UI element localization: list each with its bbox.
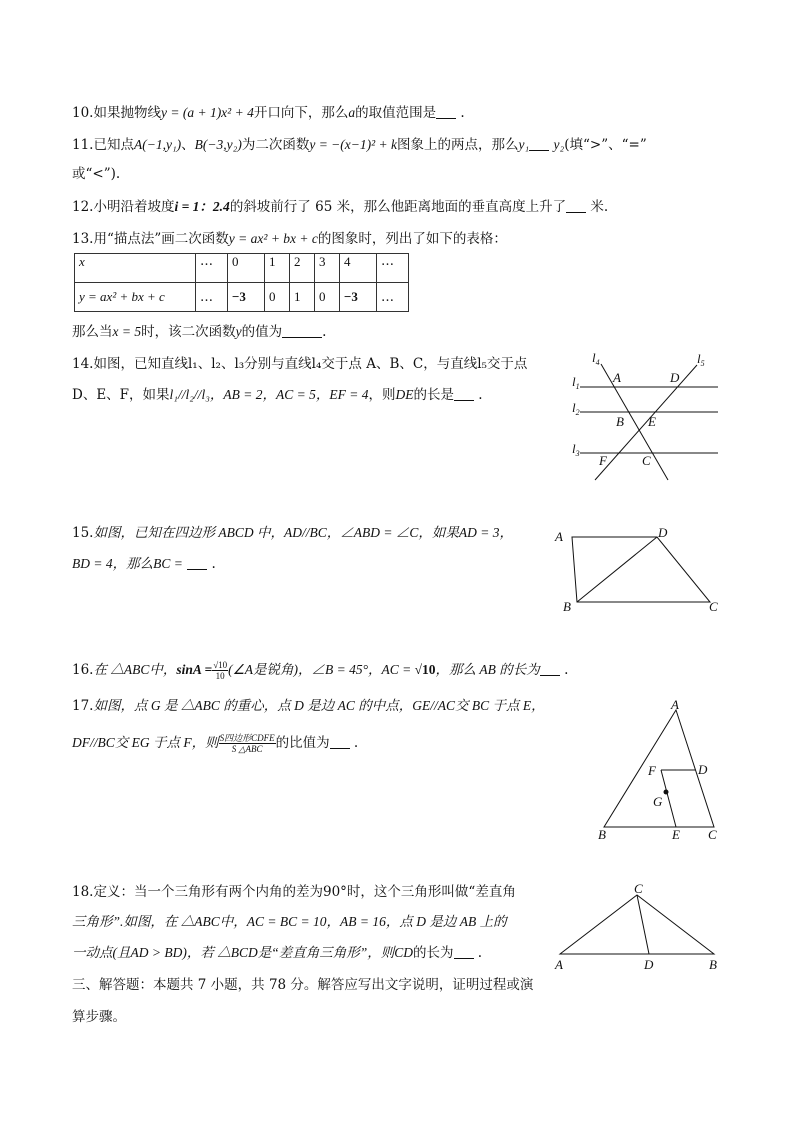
table-cell: …	[196, 254, 228, 283]
question-text: DF//BC交 EG 于点 F，则	[72, 735, 219, 750]
figure-14-parallel-lines	[560, 350, 735, 485]
question-text: 的比值为	[275, 735, 330, 751]
question-number: 16.	[72, 662, 94, 678]
question-14-line2	[72, 386, 483, 404]
table-cell: −3	[340, 283, 377, 312]
table-cell: …	[196, 283, 228, 312]
question-17	[72, 697, 545, 715]
question-text: 三角形”.如图，在 △ABC中，AC = BC = 10，AB = 16，点 D 是边 AB 上的	[72, 914, 507, 929]
question-text: 已知点	[93, 137, 134, 153]
question-text: 如图，点 G 是 △ABC 的重心，点 D 是边 AC 的中点，GE//AC交 BC 于点 E，	[93, 698, 545, 713]
denominator: 10	[215, 671, 225, 681]
question-number: 14.	[72, 356, 94, 372]
label-c: C	[642, 453, 651, 468]
answer-blank[interactable]	[282, 324, 322, 338]
math-variable: y₂	[553, 137, 565, 152]
question-18	[72, 883, 516, 901]
label-a: A	[671, 697, 679, 712]
label-l4: $l_4$	[592, 350, 600, 367]
label-d: D	[658, 525, 668, 540]
question-text: 的长是	[413, 387, 454, 403]
question-text: 的取值范围是	[355, 105, 437, 121]
section-3-heading	[72, 976, 533, 994]
math-variable: DE	[395, 387, 414, 402]
table-cell: 1	[290, 283, 315, 312]
question-15-line2	[72, 555, 216, 573]
section-heading-text: 算步骤。	[72, 1009, 126, 1025]
question-text: 一动点(且AD > BD)，若 △BCD是“差直角三角形”，则	[72, 945, 395, 960]
answer-blank[interactable]	[187, 556, 207, 570]
answer-blank[interactable]	[330, 735, 350, 749]
math-formula: l₁//l₂//l₃，AB = 2，AC = 5，EF = 4	[169, 387, 369, 402]
question-number: 17.	[72, 698, 94, 714]
table-cell: 3	[315, 254, 340, 283]
question-12	[72, 198, 608, 216]
question-number: 13.	[72, 231, 94, 247]
period: .	[478, 387, 483, 403]
label-b: B	[709, 957, 717, 972]
label-d: D	[644, 957, 654, 972]
fraction	[212, 660, 228, 681]
point-g	[664, 790, 669, 795]
question-text: ，那么 AB 的长为	[435, 662, 540, 677]
table-cell: 4	[340, 254, 377, 283]
question-text: 小明沿着坡度	[93, 199, 175, 215]
math-formula: y = ax² + bx + c	[228, 231, 318, 246]
numerator: S四边形CDFE	[219, 733, 275, 743]
math-variable: a	[348, 105, 356, 120]
label-f: F	[648, 763, 656, 778]
label-b: B	[598, 827, 606, 842]
question-text: 的图象时，列出了如下的表格：	[317, 231, 507, 247]
answer-blank[interactable]	[436, 105, 456, 119]
table-cell: 2	[290, 254, 315, 283]
label-l3: $l_3$	[572, 441, 580, 458]
quadrilateral-abcd	[572, 537, 710, 602]
question-18-line2	[72, 913, 507, 931]
question-11-line2	[72, 165, 120, 183]
label-b: B	[563, 599, 571, 614]
label-d: D	[670, 370, 680, 385]
numerator: √10	[213, 660, 228, 670]
period: .	[353, 735, 359, 751]
segment-cd	[637, 895, 649, 954]
question-text: 的值为	[241, 324, 283, 340]
point-a: A(−1,y₁)	[133, 137, 182, 152]
question-text: 用“描点法”画二次函数	[93, 231, 229, 247]
denominator: S △ABC	[231, 744, 263, 754]
question-10	[72, 104, 465, 122]
table-cell: y = ax² + bx + c	[75, 283, 196, 312]
fraction	[219, 733, 276, 754]
question-16	[72, 659, 568, 681]
question-text: 或“<”).	[72, 166, 121, 182]
math-variable: y	[235, 324, 242, 339]
table-cell: 0	[228, 254, 265, 283]
answer-blank[interactable]	[454, 945, 474, 959]
question-number: 10.	[72, 105, 94, 121]
question-13-followup	[72, 323, 326, 341]
question-number: 18.	[72, 884, 94, 900]
question-15	[72, 524, 513, 542]
table-cell: x	[75, 254, 196, 283]
figure-15-quadrilateral	[550, 522, 730, 617]
label-a: A	[555, 529, 563, 544]
question-number: 15.	[72, 525, 94, 541]
label-c: C	[634, 881, 643, 896]
table-cell: 0	[315, 283, 340, 312]
answer-blank[interactable]	[540, 662, 560, 676]
math-formula: sinA =	[176, 662, 213, 677]
question-text: 图象上的两点，那么	[397, 137, 519, 153]
answer-blank[interactable]	[454, 387, 474, 401]
answer-blank[interactable]	[529, 137, 549, 151]
diagonal-bd	[577, 537, 657, 602]
math-formula: i = 1：2.4	[174, 199, 230, 214]
question-11	[72, 136, 647, 154]
label-a: A	[555, 957, 563, 972]
question-text: 的斜坡前行了 65 米，那么他距离地面的垂直高度上升了	[229, 199, 567, 215]
math-formula: √10	[414, 662, 436, 677]
label-f: F	[599, 453, 607, 468]
label-c: C	[708, 827, 717, 842]
section-heading-text: 三、解答题：本题共 7 小题，共 78 分。解答应写出文字说明，证明过程或演	[72, 977, 534, 993]
period: .	[477, 945, 483, 961]
math-formula: y = −(x−1)² + k	[309, 137, 398, 152]
question-number: 12.	[72, 199, 94, 215]
table-row	[75, 283, 409, 312]
label-e: E	[648, 414, 656, 429]
question-text: 时，该二次函数	[141, 324, 236, 340]
math-formula: x = 5	[112, 324, 142, 339]
period: .	[564, 662, 569, 678]
table-cell: …	[377, 254, 409, 283]
table-row	[75, 254, 409, 283]
question-text: BD = 4，那么BC =	[72, 556, 183, 571]
figure-17-triangle-centroid	[592, 697, 727, 845]
question-number: 11.	[72, 137, 94, 153]
question-14	[72, 355, 527, 373]
question-text: 如图，已知在四边形 ABCD 中，AD//BC，∠ABD = ∠C，如果AD = 3，	[93, 525, 513, 540]
period: .	[460, 105, 465, 121]
question-text: 为二次函数	[241, 137, 310, 153]
table-cell: 0	[265, 283, 290, 312]
question-text: ，则	[368, 387, 396, 403]
label-d: D	[698, 762, 708, 777]
question-text: 的长为	[413, 945, 454, 961]
question-text: 那么当	[72, 324, 113, 340]
label-l5: $l_5$	[697, 351, 705, 368]
math-variable: CD	[394, 945, 413, 960]
question-text: 定义：当一个三角形有两个内角的差为90°时，这个三角形叫做“差直角	[93, 884, 516, 900]
answer-blank[interactable]	[566, 199, 586, 213]
question-text: 如果抛物线	[93, 105, 161, 121]
label-a: A	[613, 370, 621, 385]
segment-fe	[661, 770, 676, 827]
label-g: G	[653, 794, 663, 809]
triangle-abc	[560, 895, 714, 954]
period: .	[211, 556, 216, 572]
question-18-line3	[72, 944, 482, 962]
math-formula: y = (a + 1)x² + 4	[160, 105, 254, 120]
table-cell: 1	[265, 254, 290, 283]
table-cell: …	[377, 283, 409, 312]
math-variable: y₁	[518, 137, 530, 152]
point-b: B(−3,y₂)	[194, 137, 242, 152]
question-13	[72, 230, 507, 248]
value-table	[74, 253, 409, 312]
label-e: E	[672, 827, 680, 842]
figure-18-triangle	[552, 880, 732, 975]
question-text: D、E、F，如果	[72, 387, 170, 403]
separator: 、	[181, 137, 195, 153]
question-17-line2	[72, 731, 358, 755]
period: .	[322, 324, 327, 340]
section-3-heading-line2	[72, 1008, 126, 1026]
label-b: B	[616, 414, 624, 429]
question-text: 如图，已知直线l₁、l₂、l₃分别与直线l₄交于点 A、B、C，与直线l₅交于点	[93, 356, 528, 372]
label-l2: $l_2$	[572, 400, 580, 417]
question-text: (∠A是锐角)，∠B = 45°，AC =	[228, 662, 415, 677]
question-text: 米.	[590, 199, 609, 215]
question-text: 开口向下，那么	[253, 105, 349, 121]
question-text: (填“>”、“=”	[564, 137, 647, 153]
label-c: C	[709, 599, 718, 614]
table-cell: −3	[228, 283, 265, 312]
question-text: 在 △ABC中，	[93, 662, 177, 677]
label-l1: $l_1$	[572, 374, 580, 391]
